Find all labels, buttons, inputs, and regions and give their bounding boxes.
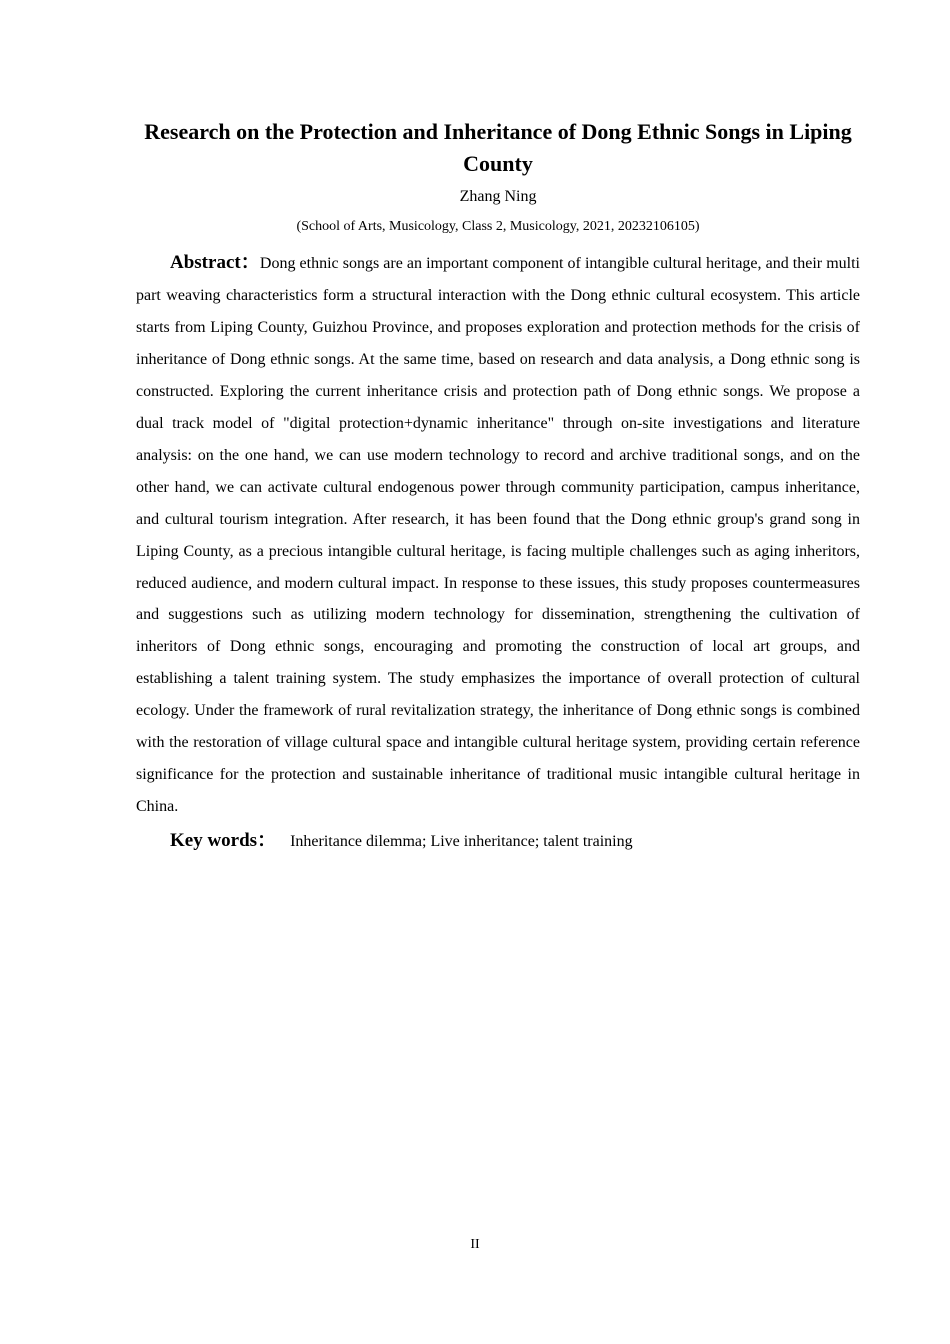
abstract-paragraph <box>136 247 860 823</box>
paper-title: Research on the Protection and Inheritance of Dong Ethnic Songs in Liping County <box>144 119 852 176</box>
author-name: Zhang Ning <box>459 188 537 205</box>
keywords-line <box>136 826 860 857</box>
author-affiliation: (School of Arts, Musicology, Class 2, Musicology, 2021, 20232106105) <box>296 219 700 234</box>
abstract-label: Abstract： <box>170 252 260 273</box>
page-content <box>136 116 860 857</box>
keywords-text: Inheritance dilemma; Live inheritance; talent training <box>290 833 633 851</box>
page-number: II <box>470 1237 480 1252</box>
abstract-text: Dong ethnic songs are an important component of intangible cultural heritage, and their multi part weaving characteristics form a structural interaction with the Dong ethnic cultural ecosystem. This article starts from Liping County, Guizhou Province, and proposes exploration and protection methods for the crisis of inheritance of Dong ethnic songs. At the same time, based on research and data analysis, a Dong ethnic song is constructed. Exploring the current inheritance crisis and protection path of Dong ethnic songs. We propose a dual track model of "digital protection+dynamic inheritance" through on-site investigations and literature analysis: on the one hand, we can use modern technology to record and archive traditional songs, and on the other hand, we can activate cultural endogenous power through community participation, campus inheritance, and cultural tourism integration. After research, it has been found that the Dong ethnic group's grand song in Liping County, as a precious intangible cultural heritage, is facing multiple challenges such as aging inheritors, reduced audience, and modern cultural impact. In response to these issues, this study proposes countermeasures and suggestions such as utilizing modern technology for dissemination, strengthening the cultivation of inheritors of Dong ethnic songs, encouraging and promoting the construction of local art groups, and establishing a talent training system. The study emphasizes the importance of overall protection of cultural ecology. Under the framework of rural revitalization strategy, the inheritance of Dong ethnic songs is combined with the restoration of village cultural space and intangible cultural heritage system, providing certain reference significance for the protection and sustainable inheritance of traditional music intangible cultural heritage in China. <box>136 255 861 816</box>
keywords-label: Key words： <box>170 830 277 852</box>
